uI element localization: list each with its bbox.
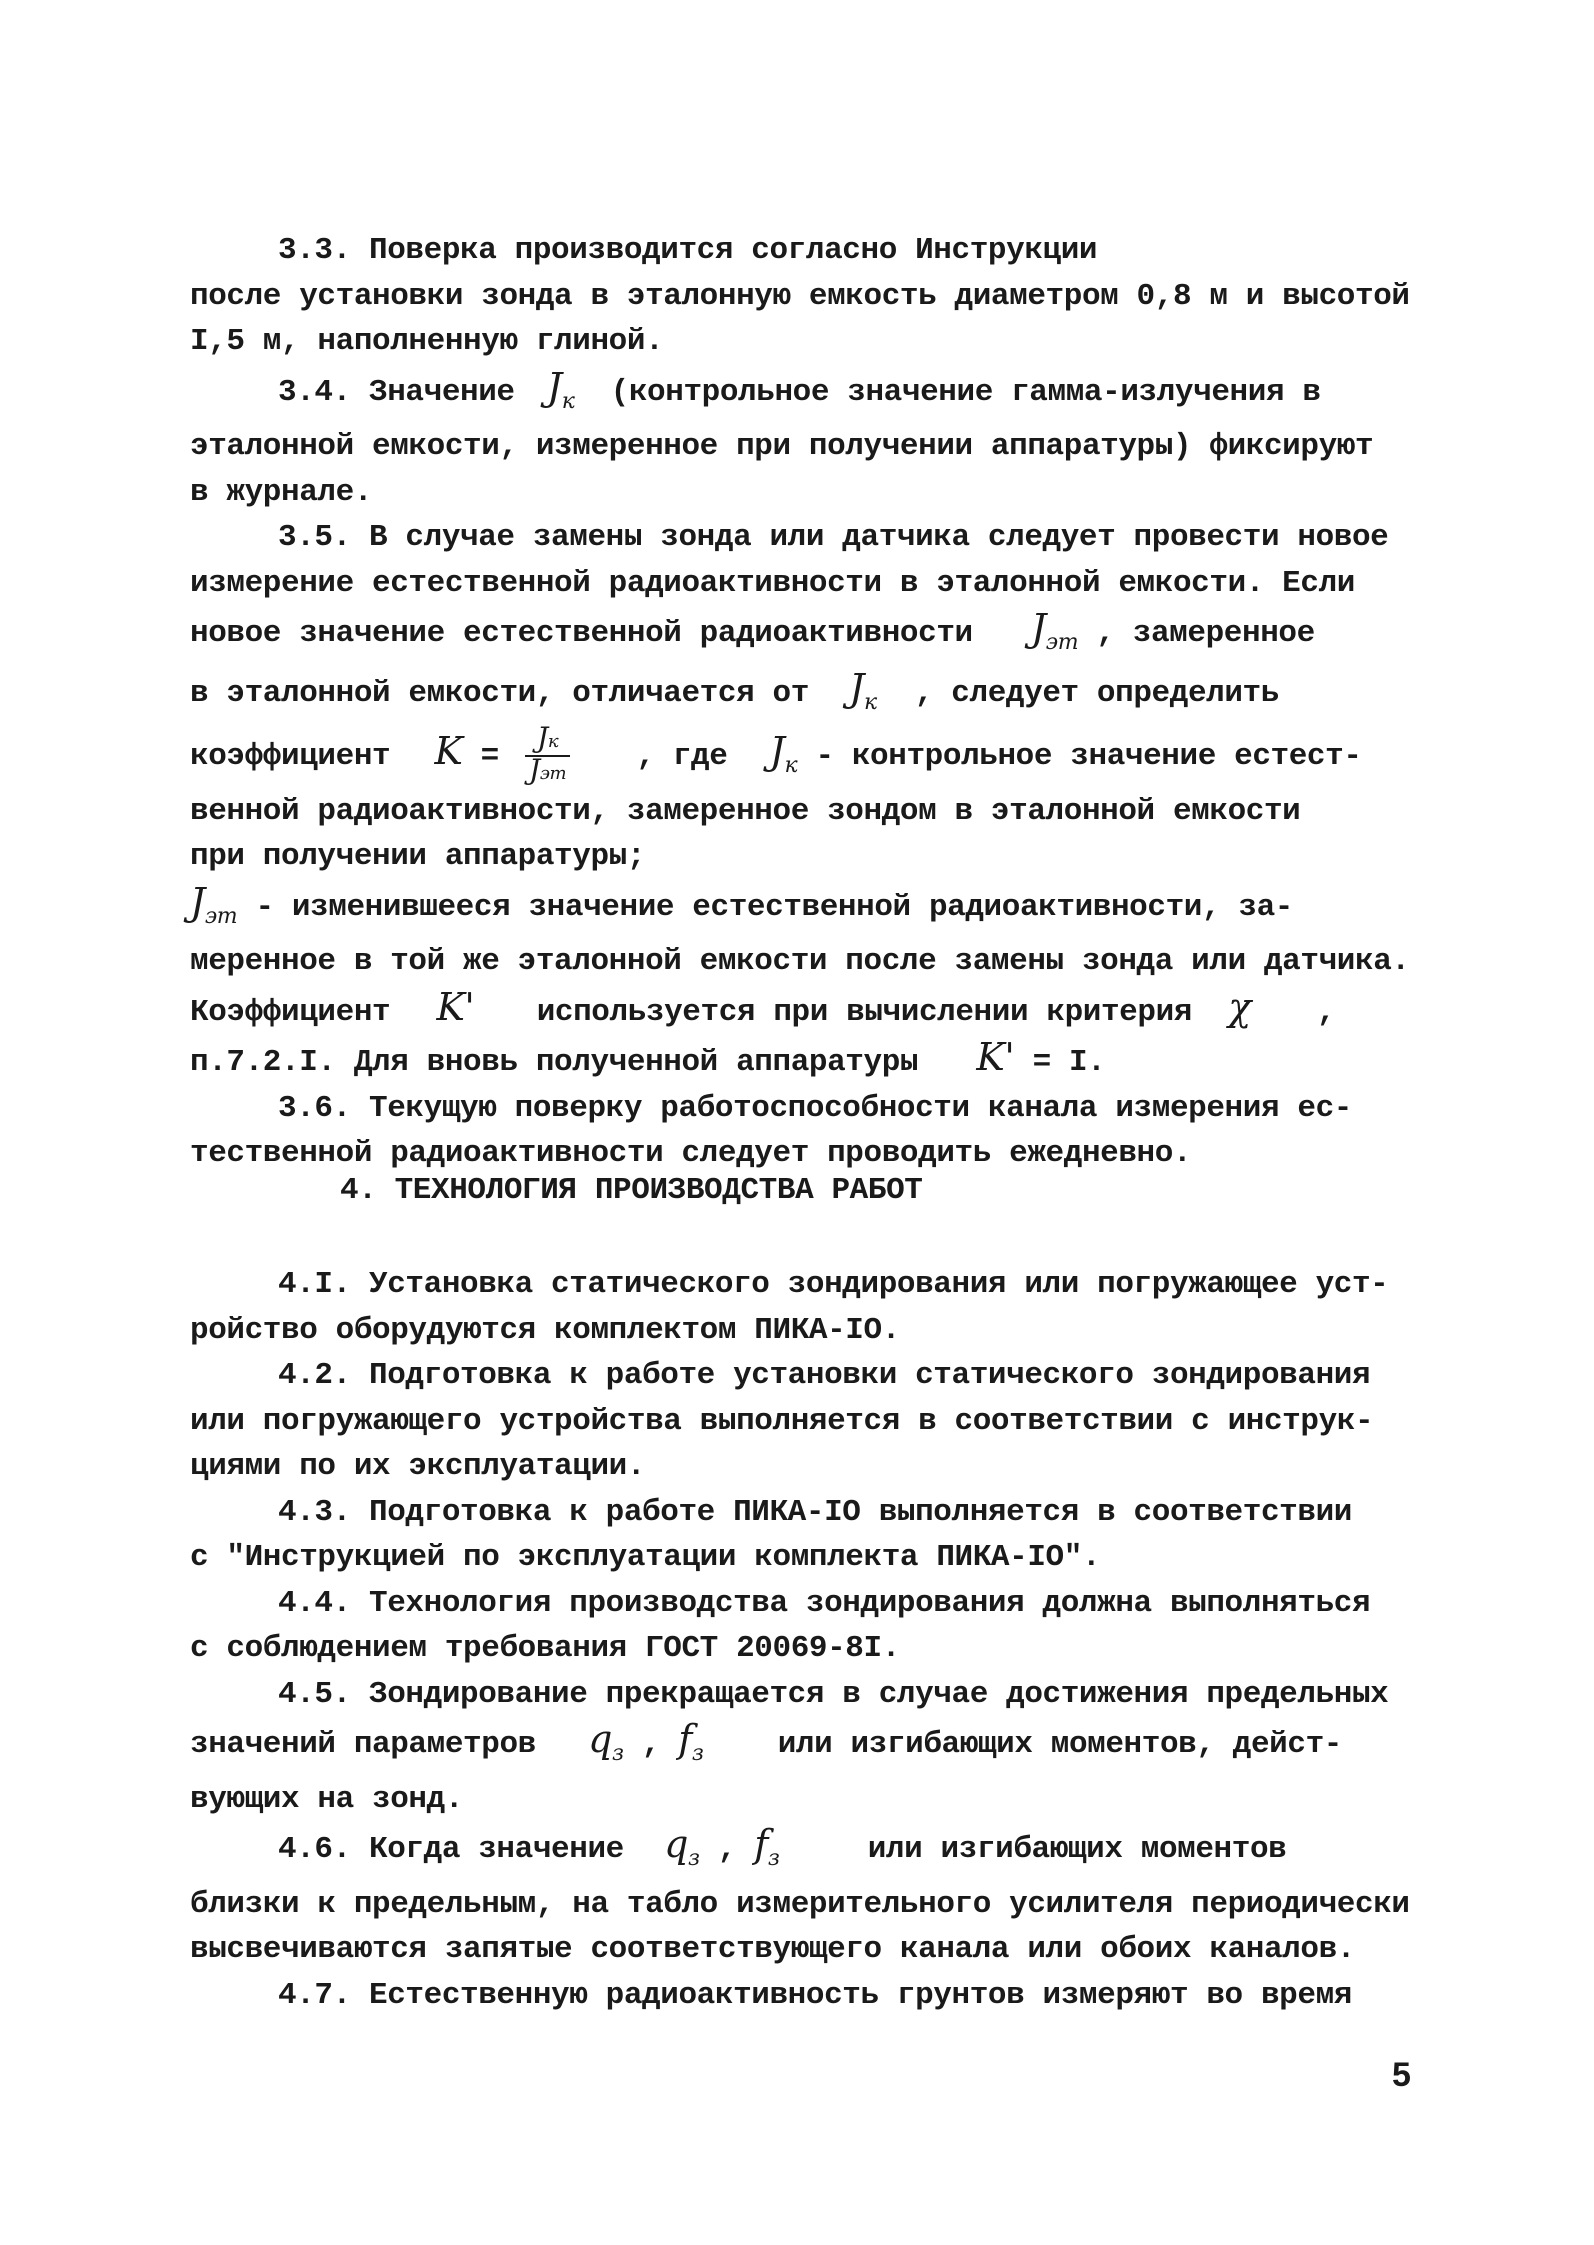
para-3-4-line2: эталонной емкости, измеренное при получении аппаратуры) фиксируют <box>190 429 1374 464</box>
symbol-q-z: $q_з$ <box>664 1822 700 1871</box>
para-4-5-line3: вующих на зонд. <box>190 1781 464 1817</box>
para-3-5-line6: венной радиоактивности, замеренное зондом в эталонной емкости <box>190 793 1301 829</box>
symbol-f-z: $f_з$ <box>678 1717 704 1766</box>
symbol-k: K <box>434 729 463 774</box>
para-4-6-line1: 4.6. Когда значение $q_з$ , $f_з$ или изгибающих моментов <box>278 1822 1287 1871</box>
symbol-k-prime: K' <box>976 1035 1015 1080</box>
para-3-5-line7: при получении аппаратуры; <box>190 839 646 875</box>
para-3-5-line8: $J_{эт}$ - изменившееся значение естественной радиоактивности, за- <box>190 879 1294 929</box>
para-3-5-line10: Коэффициент K' используется при вычислении критерия χ , <box>190 984 1336 1030</box>
para-3-5-line2: измерение естественной радиоактивности в эталонной емкости. Если <box>190 565 1355 601</box>
symbol-j-k: $J_к$ <box>849 665 877 715</box>
para-3-5-line5: коэффициент K = $\frac{Jк}{\text{Jэт}}$ , где $J_к$ - контрольное значение естест- <box>190 721 1362 786</box>
para-3-6-line1: 3.6. Текущую поверку работоспособности канала измерения ес- <box>278 1090 1352 1126</box>
para-4-6-line2: близки к предельным, на табло измерительного усилителя периодически <box>190 1886 1410 1922</box>
para-4-3-line1: 4.3. Подготовка к работе ПИКА-IO выполняется в соответствии <box>278 1494 1352 1530</box>
para-4-5-line2: значений параметров $q_з$ , $f_з$ или изгибающих моментов, дейст- <box>190 1717 1342 1766</box>
section-3-text <box>190 228 1460 1177</box>
para-3-3-line1: 3.3. Поверка производится согласно Инструкции <box>278 233 1098 268</box>
para-4-4-line2: с соблюдением требования ГОСТ 20069-8I. <box>190 1631 900 1666</box>
section-4-heading: 4. ТЕХНОЛОГИЯ ПРОИЗВОДСТВА РАБОТ <box>340 1173 923 1208</box>
para-4-7-line1: 4.7. Естественную радиоактивность грунтов измеряют во время <box>278 1977 1352 2013</box>
symbol-j-k: $J_к$ <box>546 364 575 414</box>
symbol-j-k: $J_к$ <box>769 729 798 779</box>
symbol-chi: χ <box>1228 984 1251 1029</box>
symbol-q-z: $q_з$ <box>588 1717 624 1766</box>
para-3-4-line3: в журнале. <box>190 474 373 510</box>
para-4-1-line1: 4.I. Установка статического зондирования или погружающее уст- <box>278 1267 1389 1302</box>
symbol-j-et: $J_{эт}$ <box>1030 606 1079 655</box>
para-3-4-line1: 3.4. Значение $J_к$ (контрольное значение гамма-излучения в <box>278 364 1321 414</box>
fraction-k: $\frac{Jк}{\text{Jэт}}$ <box>525 725 570 787</box>
para-4-2-line1: 4.2. Подготовка к работе установки статического зондирования <box>278 1358 1371 1393</box>
para-3-5-line9: меренное в той же эталонной емкости после замены зонда или датчика. <box>190 944 1410 980</box>
para-4-2-line3: циями по их эксплуатации. <box>190 1449 646 1484</box>
para-4-1-line2: ройство оборудуются комплектом ПИКА-IO. <box>190 1312 900 1348</box>
symbol-f-z: $f_з$ <box>754 1822 780 1871</box>
para-3-5-line3: новое значение естественной радиоактивности $J_{эт}$ , замеренное <box>190 606 1315 655</box>
symbol-k-prime: K' <box>436 984 475 1029</box>
para-3-5-line11: п.7.2.I. Для вновь полученной аппаратуры K' = I. <box>190 1035 1106 1081</box>
para-3-3-line3: I,5 м, наполненную глиной. <box>190 324 664 359</box>
symbol-j-et: $J_{эт}$ <box>190 879 238 929</box>
para-4-3-line2: с "Инструкцией по эксплуатации комплекта ПИКА-IO". <box>190 1540 1101 1575</box>
para-4-2-line2: или погружающего устройства выполняется в соответствии с инструк- <box>190 1403 1374 1439</box>
para-4-6-line3: высвечиваются запятые соответствующего канала или обоих каналов. <box>190 1932 1355 1967</box>
section-4-text <box>190 1262 1460 2018</box>
para-3-5-line1: 3.5. В случае замены зонда или датчика следует провести новое <box>278 520 1389 555</box>
para-4-4-line1: 4.4. Технология производства зондирования должна выполняться <box>278 1585 1371 1621</box>
page-number: 5 <box>1392 2056 1411 2094</box>
para-3-6-line2: тественной радиоактивности следует проводить ежедневно. <box>190 1136 1192 1172</box>
para-3-3-line2: после установки зонда в эталонную емкость диаметром 0,8 м и высотой <box>190 278 1410 314</box>
para-4-5-line1: 4.5. Зондирование прекращается в случае достижения предельных <box>278 1676 1389 1712</box>
para-3-5-line4: в эталонной емкости, отличается от $J_к$ , следует определить <box>190 665 1279 715</box>
